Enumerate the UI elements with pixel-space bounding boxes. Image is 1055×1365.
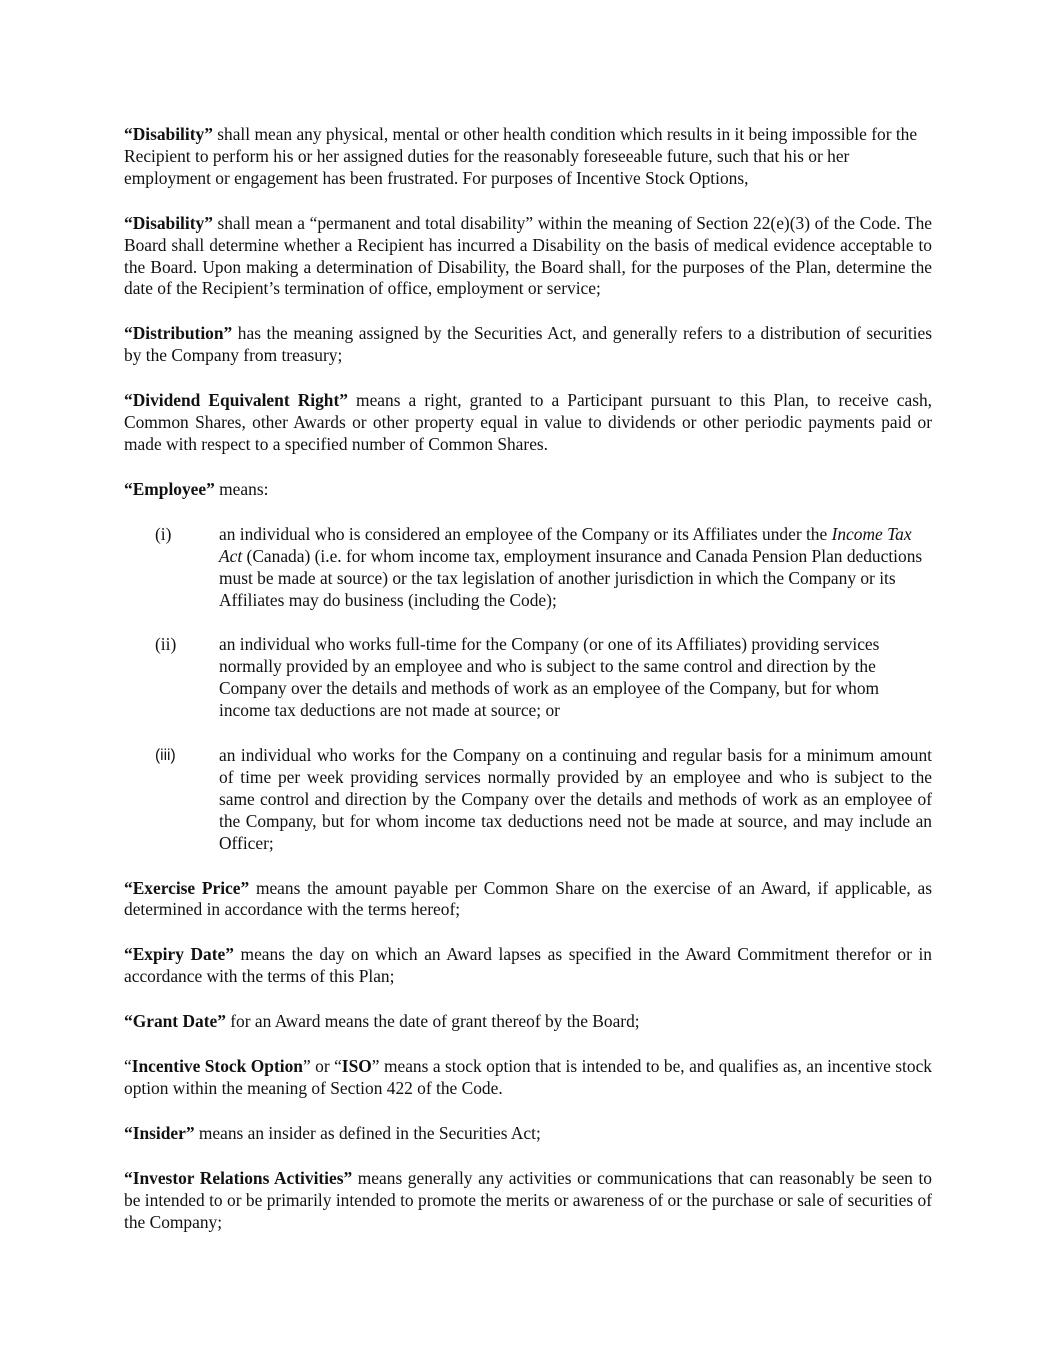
close-quote: ” [371,1056,380,1077]
definition-distribution [124,323,932,367]
definition-text: means the amount payable per Common Share on the exercise of an Award, if applicable, as determined in accordance with the terms hereof; [124,877,932,920]
open-quote: “ [124,1056,132,1077]
defined-term: “Distribution” [124,323,233,344]
clause-text: an individual who works full-time for the Company (or one of its Affiliates) providing services normally provided by an employee and who is subject to the same control and direction by the Company over the details and methods of work as an employee of the Company, but for whom income tax deductions are not made at source; or [219,634,880,721]
clause-text [219,524,932,612]
definition-text: means a right, granted to a Participant pursuant to this Plan, to receive cash, Common Shares, other Awards or other property equal in value to dividends or other periodic payments paid or made with respect to a specified number of Common Shares. [124,390,933,454]
defined-term: Incentive Stock Option [131,1056,303,1077]
definition-employee [124,479,932,501]
document-page [124,124,932,1257]
definition-investor-relations-activities [124,1168,932,1234]
defined-term: “Grant Date” [124,1011,226,1032]
definition-grant-date [124,1011,932,1033]
defined-term: ISO [341,1056,372,1077]
statute-name: Income Tax Act [219,523,912,566]
definition-disability-2 [124,213,932,301]
definition-insider [124,1123,932,1145]
definition-text: means a stock option that is intended to be, and qualifies as, an incentive stock option within the meaning of Section 422 of the Code. [124,1056,932,1098]
defined-term: “Disability” [124,212,213,233]
defined-term: “Dividend Equivalent Right” [124,390,348,411]
connector-text: or [310,1056,335,1077]
clause-text-part: an individual who is considered an employee of the Company or its Affiliates under the [219,523,832,544]
close-quote: ” [302,1056,311,1077]
definition-dividend-equivalent-right [124,390,932,456]
definition-text: shall mean any physical, mental or other health condition which results in it being impossible for the Recipient to perform his or her assigned duties for the reasonably foreseeable future, such that his or her employment or engagement has been frustrated. For purposes of Incentive Stock Options, [124,124,918,188]
definition-text: means: [214,478,269,499]
definition-exercise-price [124,878,932,922]
clause-number: (iii) [155,747,176,765]
definition-text: shall mean a “permanent and total disability” within the meaning of Section 22(e)(3) of the Code. The Board shall determine whether a Recipient has incurred a Disability on the basis of medical evidence acceptable to the Board. Upon making a determination of Disability, the Board shall, for the purposes of the Plan, determine the date of the Recipient’s termination of office, employment or service; [124,212,932,299]
defined-term: “Insider” [124,1122,195,1143]
defined-term: “Exercise Price” [124,877,250,898]
defined-term: “Employee” [124,478,215,499]
employee-clause-ii [124,634,932,722]
definition-expiry-date [124,944,932,988]
clause-number: (ii) [155,634,177,655]
definition-disability-1 [124,124,932,190]
definition-text: for an Award means the date of grant thereof by the Board; [225,1011,640,1032]
employee-clause-i [124,524,932,612]
definition-text: means an insider as defined in the Securities Act; [194,1122,541,1143]
definition-text: means the day on which an Award lapses as specified in the Award Commitment therefor or in accordance with the terms of this Plan; [124,944,933,987]
clause-text-part: (Canada) (i.e. for whom income tax, employment insurance and Canada Pension Plan deductions must be made at source) or the tax legislation of another jurisdiction in which the Company or its Affiliates may do business (including the Code); [219,545,923,610]
defined-term: “Disability” [124,124,213,144]
defined-term: “Investor Relations Activities” [124,1167,353,1188]
clause-text: an individual who works for the Company on a continuing and regular basis for a minimum amount of time per week providing services normally provided by an employee and who is subject to the same control and direction by the Company over the details and methods of work as an employee of the Company, but for whom income tax deductions need not be made at source, and may include an Officer; [219,745,932,853]
clause-number: (i) [155,523,172,544]
employee-clause-iii [124,745,932,855]
definition-text: means generally any activities or communications that can reasonably be seen to be intended to or be primarily intended to promote the merits or awareness of or the purchase or sale of securities of the Company; [124,1167,932,1232]
defined-term: “Expiry Date” [124,944,234,965]
open-quote: “ [334,1056,342,1077]
definition-text: has the meaning assigned by the Securities Act, and generally refers to a distribution of securities by the Company from treasury; [124,323,932,366]
definition-incentive-stock-option [124,1056,932,1100]
